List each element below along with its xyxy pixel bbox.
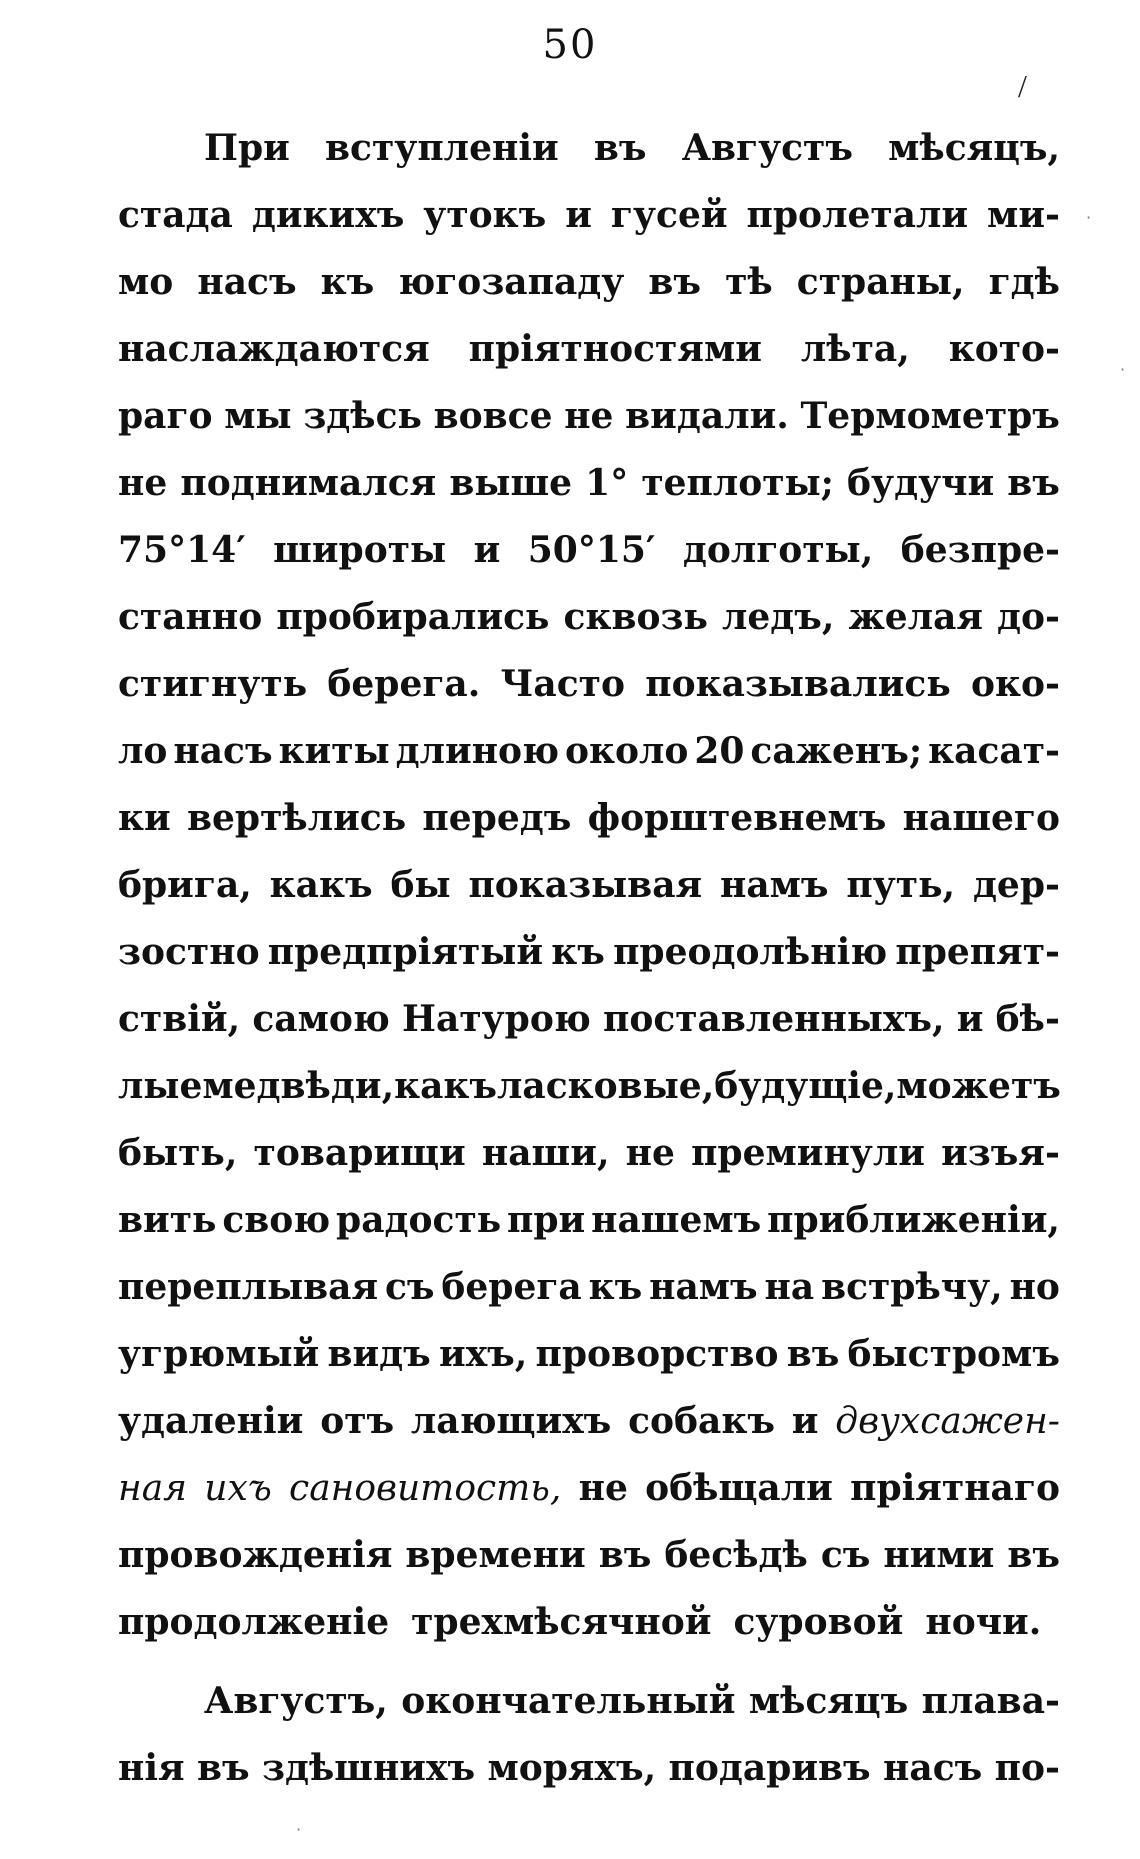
text-line (118, 1388, 1060, 1455)
word: предпріятый (267, 931, 544, 973)
word: берега (441, 1266, 582, 1308)
text-line (118, 517, 1060, 584)
word: окончательный (401, 1680, 736, 1722)
word: при (507, 1199, 586, 1241)
word: будучи (847, 462, 995, 504)
text-line (118, 1589, 1060, 1656)
word: Термометръ (800, 395, 1060, 437)
word: моряхъ, (487, 1747, 657, 1789)
word: къ (588, 1266, 643, 1308)
text-line (118, 919, 1060, 986)
text-line (118, 182, 1060, 249)
word: ихъ (204, 1468, 272, 1509)
text-line (118, 785, 1060, 852)
word: въ (196, 1747, 250, 1789)
word: собакъ (628, 1400, 775, 1442)
word: въ (786, 1333, 840, 1375)
text-line (118, 115, 1060, 182)
word: здѣшнихъ (261, 1747, 476, 1789)
word: бесѣдѣ (664, 1534, 808, 1576)
word: показывались (645, 663, 951, 705)
word: переплывая (118, 1266, 379, 1308)
word: вить (118, 1199, 217, 1241)
word: самою (252, 998, 390, 1040)
word: двухсажен- (835, 1401, 1060, 1442)
print-speck: · (296, 1820, 302, 1839)
word: стада (118, 194, 233, 236)
body-text (118, 115, 1060, 1802)
word: 20 (694, 730, 745, 772)
word: и (473, 529, 501, 571)
word: нашего (902, 797, 1060, 839)
word: намъ (719, 864, 829, 906)
word: продолженіе (118, 1601, 390, 1643)
word: мѣсяцъ (748, 1680, 909, 1722)
word: Августъ (681, 127, 853, 169)
word: пріятностями (468, 328, 762, 370)
word: нашемъ (591, 1199, 762, 1241)
text-line (118, 1522, 1060, 1589)
word: къ (320, 261, 375, 303)
word: киты (278, 730, 390, 772)
text-line (118, 1455, 1060, 1522)
text-line (118, 651, 1060, 718)
word: показывая (468, 864, 703, 906)
word: поднимался (180, 462, 437, 504)
word: наши, (481, 1132, 610, 1174)
word: видали. (625, 395, 789, 437)
print-speck: · (1120, 360, 1126, 379)
text-line (118, 1187, 1060, 1254)
word: насъ (173, 730, 273, 772)
word: и (791, 1400, 819, 1442)
word: ледъ, (721, 596, 835, 638)
word: въ (593, 127, 647, 169)
word: путь, (846, 864, 956, 906)
word: кото- (948, 328, 1060, 370)
word: здѣсь (303, 395, 422, 437)
word: тѣ (725, 261, 773, 303)
word: поставленныхъ, (602, 998, 945, 1040)
word: ночи. (925, 1601, 1042, 1643)
word: вступленіи (325, 127, 559, 169)
word: плава- (921, 1680, 1060, 1722)
word: око- (971, 663, 1060, 705)
word: гусей (610, 194, 728, 236)
word: не (625, 1132, 675, 1174)
word: желая (848, 596, 983, 638)
text-line (118, 1120, 1060, 1187)
word: провожденія (118, 1534, 393, 1576)
word: ная (118, 1468, 188, 1509)
word: можетъ (896, 1065, 1061, 1107)
word: станно (118, 596, 263, 638)
word: ними (883, 1534, 995, 1576)
text-line (118, 852, 1060, 919)
text-line (118, 450, 1060, 517)
word: При (204, 127, 290, 169)
word: въ (1007, 1534, 1060, 1576)
word: на (764, 1266, 815, 1308)
word: намъ (649, 1266, 758, 1308)
word: изъя- (941, 1132, 1060, 1174)
word: югозападу (398, 261, 625, 303)
word: лые (118, 1065, 203, 1107)
text-line (118, 1254, 1060, 1321)
word: Часто (500, 663, 625, 705)
word: подаривъ (668, 1747, 871, 1789)
text-line (118, 986, 1060, 1053)
word: не (564, 395, 614, 437)
text-line (118, 718, 1060, 785)
text-line (118, 1668, 1060, 1735)
word: лѣта, (800, 328, 910, 370)
word: пробирались (276, 596, 550, 638)
word: форштевнемъ (587, 797, 887, 839)
word: насъ (883, 1747, 983, 1789)
text-line (118, 584, 1060, 651)
word: ласковые, (497, 1065, 715, 1107)
word: быстромъ (847, 1333, 1060, 1375)
text-line (118, 1053, 1060, 1120)
word: выше (449, 462, 573, 504)
word: приближеніи, (767, 1199, 1060, 1241)
word: въ (1007, 462, 1060, 504)
word: зостно (118, 931, 260, 973)
page-number: 50 (542, 22, 598, 68)
word: гдѣ (988, 261, 1060, 303)
word: преодолѣнію (613, 931, 888, 973)
word: радость (336, 1199, 502, 1241)
word: сановитость, (289, 1468, 562, 1509)
word: лающихъ (410, 1400, 612, 1442)
word: 75°14′ (118, 529, 246, 571)
word: бѣ- (995, 998, 1060, 1040)
word: нія (118, 1747, 185, 1789)
word: около (564, 730, 689, 772)
word: дикихъ (251, 194, 405, 236)
text-line (118, 316, 1060, 383)
word: вовсе (433, 395, 553, 437)
text-line (118, 249, 1060, 316)
word: препят- (895, 931, 1060, 973)
text-line (118, 1321, 1060, 1388)
word: обѣщали (645, 1467, 833, 1509)
word: быть, (118, 1132, 238, 1174)
word: по- (994, 1747, 1060, 1789)
word: свою (222, 1199, 331, 1241)
word: видъ (327, 1333, 431, 1375)
word: насъ (197, 261, 297, 303)
word: Августъ, (204, 1680, 388, 1722)
word: бы (390, 864, 451, 906)
word: вертѣлись (186, 797, 407, 839)
word: утокъ (423, 194, 547, 236)
word: къ (551, 931, 605, 973)
word: мо (118, 261, 174, 303)
word: въ (598, 1534, 652, 1576)
word: ми- (987, 194, 1060, 236)
word: съ (384, 1266, 435, 1308)
word: мѣсяцъ, (888, 127, 1060, 169)
word: медвѣди, (202, 1065, 395, 1107)
word: какъ (394, 1065, 498, 1107)
word: удаленіи (118, 1400, 304, 1442)
word: ло (118, 730, 168, 772)
word: наслаждаются (118, 328, 430, 370)
word: пріятнаго (850, 1467, 1060, 1509)
word: стигнуть (118, 663, 308, 705)
word: пролетали (746, 194, 969, 236)
margin-mark: / (1018, 68, 1027, 104)
word: времени (405, 1534, 586, 1576)
paragraph-gap (118, 1656, 1060, 1668)
word: въ (648, 261, 702, 303)
word: широты (273, 529, 447, 571)
word: теплоты; (641, 462, 834, 504)
word: саженъ; (750, 730, 923, 772)
word: угрюмый (118, 1333, 320, 1375)
text-line (118, 1735, 1060, 1802)
word: дер- (972, 864, 1060, 906)
word: ихъ, (439, 1333, 528, 1375)
word: но (1009, 1266, 1060, 1308)
word: до- (997, 596, 1060, 638)
word: долготы, (682, 529, 874, 571)
word: раго (118, 395, 213, 437)
text-line (118, 383, 1060, 450)
word: трехмѣсячной (411, 1601, 712, 1643)
word: встрѣчу, (821, 1266, 1003, 1308)
word: суровой (733, 1601, 904, 1643)
word: товарищи (253, 1132, 466, 1174)
word: страны, (796, 261, 965, 303)
word: безпре- (900, 529, 1060, 571)
word: касат- (928, 730, 1060, 772)
word: ствій, (118, 998, 241, 1040)
word: длиною (395, 730, 559, 772)
print-speck: · (1086, 208, 1092, 227)
word: проворство (535, 1333, 779, 1375)
word: берега. (327, 663, 481, 705)
word: передъ (422, 797, 572, 839)
word: отъ (320, 1400, 395, 1442)
word: преминули (691, 1132, 925, 1174)
word: какъ (269, 864, 373, 906)
word: и (956, 998, 984, 1040)
word: и (565, 194, 592, 236)
word: будущіе, (714, 1065, 897, 1107)
word: брига, (118, 864, 252, 906)
word: съ (820, 1534, 871, 1576)
word: ки (118, 797, 171, 839)
word: не (118, 462, 168, 504)
word: мы (224, 395, 292, 437)
word: Натурою (401, 998, 591, 1040)
word: 1° (585, 462, 629, 504)
word: сквозь (563, 596, 708, 638)
word: 50°15′ (527, 529, 656, 571)
word: не (578, 1467, 628, 1509)
